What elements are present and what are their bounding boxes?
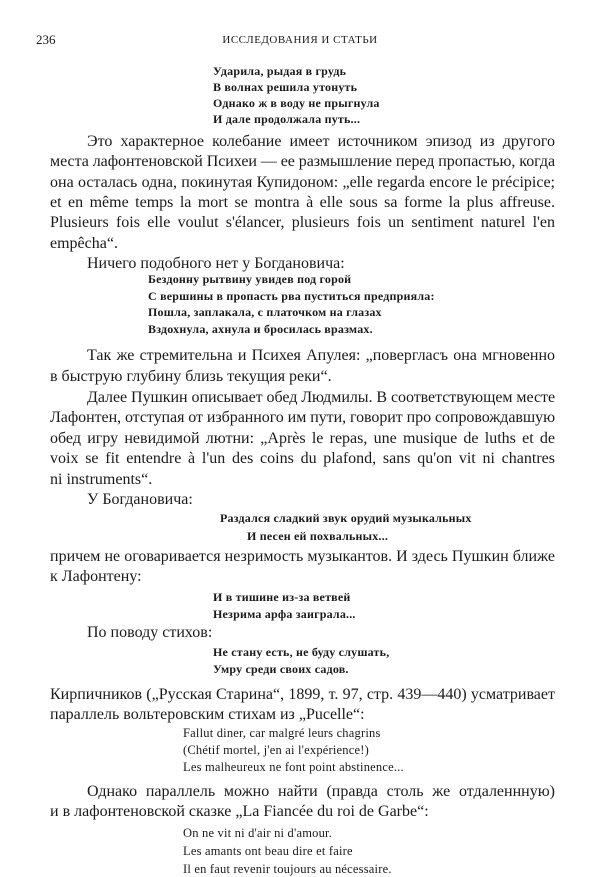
verse-line: И в тишине из-за ветвей <box>213 590 351 604</box>
verse-line: Ударила, рыдая в грудь <box>213 64 347 78</box>
verse-line: Les amants ont beau dire et faire <box>183 844 353 858</box>
text-line: ni instruments“. <box>50 470 153 488</box>
verse-line: Пошла, заплакала, с платочком на глазах <box>148 305 382 320</box>
text-line: Так же стремительна и Психея Апулея: „повергласъ она мгновенно <box>87 347 555 364</box>
verse-line: (Chétif mortel, j'en ai l'expérience!) <box>183 743 369 757</box>
verse-line: Les malheureux ne font point abstinence... <box>183 760 404 774</box>
verse-line: Раздался сладкий звук орудий музыкальных <box>220 511 472 525</box>
verse-line: Fallut diner, car malgré leurs chagrins <box>183 726 381 740</box>
text-line: она осталась одна, покинутая Купидоном: „elle regarda encore le précipice; <box>50 173 555 191</box>
text-line: Далее Пушкин описывает обед Людмилы. В соответствующем месте <box>87 389 556 406</box>
text-line: обед игру невидимой лютни: „Après le repas, une musique de luths et de <box>50 429 555 447</box>
text-line: Однако параллель можно найти (правда столь же отдаленнную) <box>87 783 555 800</box>
verse-line: Бездонну рытвину увидев под горой <box>148 272 352 286</box>
verse-line: Незрима арфа заиграла... <box>213 606 356 621</box>
text-line: места лафонтеновской Психеи — ее размышление перед пропастью, когда <box>50 153 555 171</box>
text-line: Кирпичников („Русская Старина“, 1899, т. 97, стр. 439—440) усматривает <box>50 686 555 703</box>
text-line: к Лафонтену: <box>50 567 142 585</box>
text-line: причем не оговаривается незримость музыкантов. И здесь Пушкин ближе <box>50 548 555 565</box>
text-line: Это характерное колебание имеет источником эпизод из другого <box>87 133 555 150</box>
page-number: 236 <box>36 32 56 47</box>
verse-line: Il en faut revenir toujours au nécessaire. <box>183 862 392 876</box>
verse-line: Вздохнула, ахнула и бросилась вразмах. <box>148 322 373 337</box>
text-line: Лафонтен, отступая от избранного им пути, говорит про сопровождавшую <box>50 409 555 427</box>
text-line: voix se fit entendre à l'un des coins du plafond, sans qu'on vit ni chantres <box>50 450 555 468</box>
text-line: Plusieurs fois elle voulut s'élancer, plusieurs fois un sentiment naturel l'en <box>50 214 555 232</box>
running-title: ИССЛЕДОВАНИЯ И СТАТЬИ <box>222 34 378 46</box>
verse-line: Умру среди своих садов. <box>213 661 349 676</box>
text-line: По поводу стихов: <box>87 624 213 641</box>
verse-line: С вершины в пропасть рва пуститься предприяла: <box>148 288 435 303</box>
text-line: Ничего подобного нет у Богдановича: <box>87 255 345 272</box>
verse-line: В волнах решила утонуть <box>213 80 358 94</box>
text-line: et en même temps la mort se montra à elle sous sa forme la plus affreuse. <box>50 193 555 211</box>
text-line: empêcha“. <box>50 234 118 252</box>
text-line: параллель вольтеровским стихам из „Pucelle“: <box>50 705 365 723</box>
text-line: и в лафонтеновской сказке „La Fiancée du roi de Garbe“: <box>50 803 429 820</box>
text-line: в быструю глубину близь текущия реки“. <box>50 367 332 385</box>
verse-line: И песен ей похвальных... <box>247 529 389 543</box>
verse-line: Однако ж в воду не прыгнула <box>213 96 380 110</box>
verse-line: Не стану есть, не буду слушать, <box>213 645 390 659</box>
verse-line: On ne vit ni d'air ni d'amour. <box>183 826 333 840</box>
verse-line: И дале продолжала путь... <box>213 112 361 126</box>
text-line: У Богдановича: <box>87 491 193 508</box>
